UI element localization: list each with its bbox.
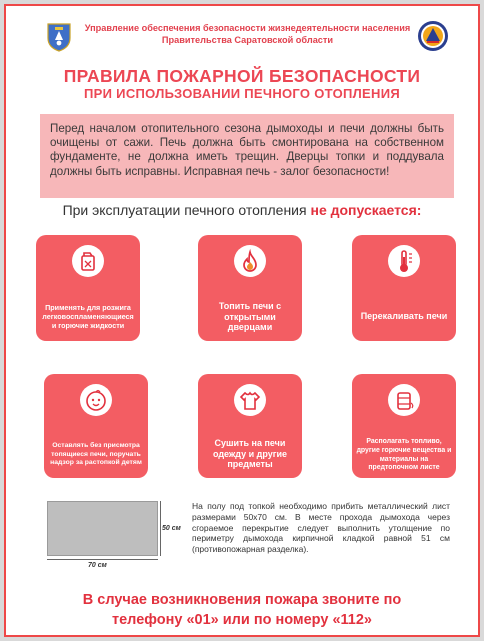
rule-card-fuel-on-sheet	[352, 374, 456, 478]
rule-card-flammable-liquids	[36, 235, 140, 341]
poster	[4, 4, 480, 637]
rule-label: Применять для розжига легковоспламеняющиеся и горючие жидкости	[42, 303, 134, 330]
emergency-call-footer	[6, 590, 478, 630]
thermometer-icon	[388, 245, 420, 277]
height-dimension-line	[160, 501, 161, 556]
fuel-canister-icon	[72, 245, 104, 277]
rule-label: Оставлять без присмотра топящиеся печи, поручать надзор за растопкой детям	[50, 442, 142, 467]
org-name-line1: Управление обеспечения безопасности жизнедеятельности населения	[84, 23, 411, 33]
clothes-icon	[234, 384, 266, 416]
rule-card-overheating	[352, 235, 456, 341]
civil-defense-emblem-icon	[417, 20, 449, 52]
coat-of-arms-icon	[46, 20, 72, 52]
rule-label: Топить печи с открытыми дверцами	[218, 301, 282, 332]
warning-emphasis: не допускается:	[310, 202, 422, 218]
warning-prefix: При эксплуатации печного отопления	[62, 202, 311, 218]
width-dimension-line	[47, 559, 158, 560]
metal-sheet-note: На полу под топкой необходимо прибить металлический лист размерами 50x70 см. В месте прохода дымохода через сгораемое перекрытие следует выполнить утолщение по периметру дымохода кирпичной кладкой равной 51 см (противопожарная разделка).	[192, 501, 450, 555]
rule-card-drying-clothes	[198, 374, 302, 478]
fuel-barrel-icon	[388, 384, 420, 416]
org-name-line2: Правительства Саратовской области	[161, 35, 334, 45]
rule-label: Располагать топливо, другие горючие вещества и материалы на предтопочном листе	[356, 438, 452, 472]
rule-label: Перекаливать печи	[360, 311, 448, 321]
fire-icon	[234, 245, 266, 277]
footer-line1: В случае возникновения пожара звоните по	[82, 592, 402, 608]
width-dimension-label: 70 см	[88, 562, 107, 569]
header	[6, 6, 478, 62]
height-dimension-label: 50 см	[162, 525, 181, 532]
warning-heading	[6, 202, 478, 218]
page-title: ПРАВИЛА ПОЖАРНОЙ БЕЗОПАСНОСТИ	[63, 66, 421, 86]
footer-line2: телефону «01» или по номеру «112»	[112, 612, 372, 628]
rule-card-open-doors	[198, 235, 302, 341]
rule-card-unattended	[44, 374, 148, 478]
metal-sheet-diagram	[47, 501, 158, 556]
rule-label: Сушить на печи одежду и другие предметы	[212, 438, 288, 469]
page-subtitle: ПРИ ИСПОЛЬЗОВАНИИ ПЕЧНОГО ОТОПЛЕНИЯ	[84, 86, 400, 101]
baby-icon	[80, 384, 112, 416]
intro-text: Перед началом отопительного сезона дымоходы и печи должны быть очищены от сажи. Печь должна быть смонтирована на собственном фундаменте, не должна иметь трещин. Дверцы топки и поддувала должны быть исправны. Исправная печь - залог безопасности!	[40, 114, 454, 198]
